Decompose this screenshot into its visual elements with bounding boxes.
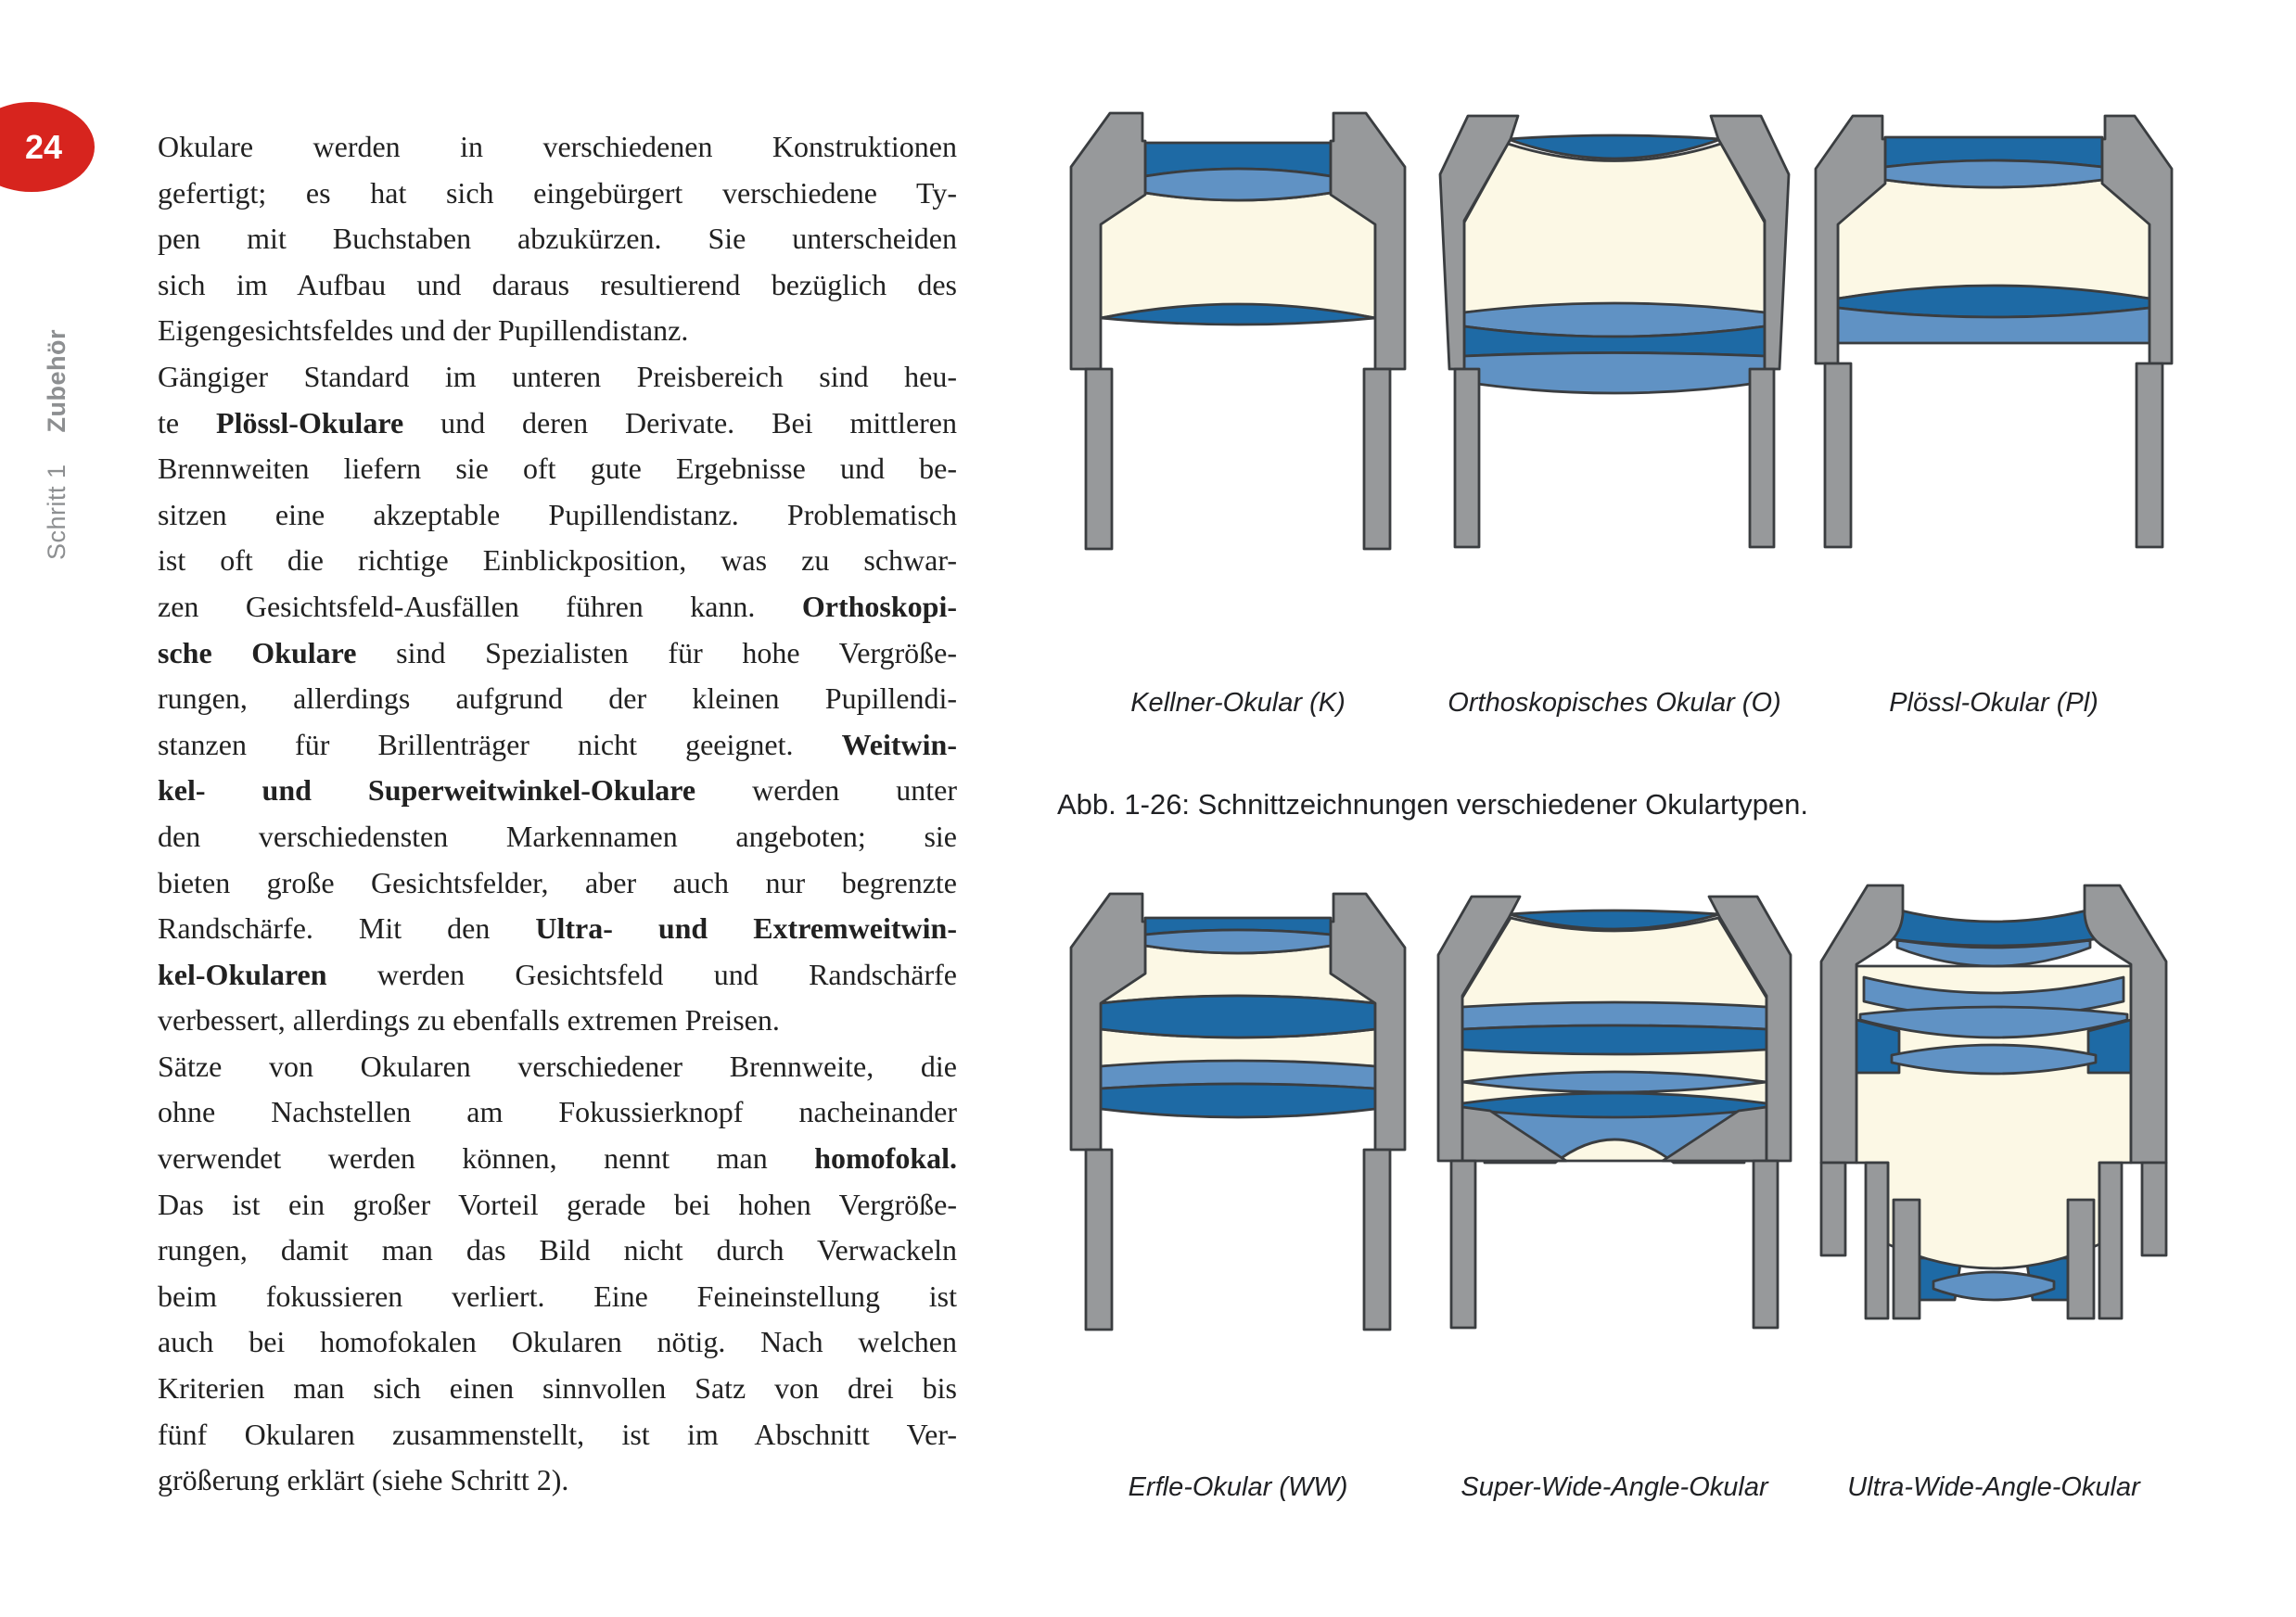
erfle-eye-doublet-light [1145, 930, 1331, 953]
ploessl-diagram [1808, 93, 2179, 668]
chapter-sidebar [43, 329, 71, 560]
kellner-barrel-leg-right [1364, 369, 1390, 549]
sidebar-step-label: Schritt 1 [43, 464, 70, 560]
article-text [158, 124, 957, 1504]
kellner-barrel-leg-left [1086, 369, 1112, 549]
ortho-barrel-leg-left [1455, 369, 1479, 547]
kellner-diagram [1052, 93, 1423, 668]
text-line: bieten große Gesichtsfelder, aber auch nur begrenzte [158, 865, 957, 899]
sidebar-section-label: Zubehör [43, 328, 70, 433]
ultra-wide-angle-diagram [1808, 873, 2179, 1448]
text-line: den verschiedensten Markennamen angeboten; sie [158, 819, 957, 853]
text-line: auch bei homofokalen Okularen nötig. Nach welchen [158, 1325, 957, 1359]
figure-label-erfle: Erfle-Okular (WW) [1128, 1472, 1348, 1502]
uwa-barrel-wall-left [1894, 1200, 1920, 1318]
ortho-barrel-leg-right [1750, 369, 1774, 547]
text-line: sche Okulare sind Spezialisten für hohe Vergröße- [158, 635, 957, 669]
page-number-badge [0, 102, 95, 192]
figure-label-orthoscopic: Orthoskopisches Okular (O) [1448, 688, 1781, 718]
text-line: größerung erklärt (siehe Schritt 2). [158, 1463, 569, 1497]
ortho-interior [1464, 144, 1765, 312]
kellner-interior [1101, 193, 1375, 318]
text-line: Kriterien man sich einen sinnvollen Satz von drei bis [158, 1371, 957, 1406]
figure-label-ploessl: Plössl-Okular (Pl) [1889, 688, 2098, 718]
ploessl-eye-doublet-light [1885, 160, 2102, 187]
figure-label-ultra-wide: Ultra-Wide-Angle-Okular [1847, 1472, 2140, 1502]
text-line: verwendet werden können, nennt man homofokal. [158, 1141, 957, 1176]
page-number: 24 [24, 127, 63, 166]
ortho-triplet-bottom [1464, 353, 1765, 394]
text-line: kel-Okularen werden Gesichtsfeld und Randschärfe [158, 957, 957, 991]
uwa-bottom-doublet-light [1933, 1272, 2054, 1300]
super-wide-angle-diagram [1429, 873, 1800, 1448]
ploessl-barrel-leg-right [2137, 363, 2162, 547]
text-line: Eigengesichtsfeldes und der Pupillendistanz. [158, 313, 689, 348]
figure-label-kellner: Kellner-Okular (K) [1130, 688, 1346, 718]
text-line: te Plössl-Okulare und deren Derivate. Bei mittleren [158, 405, 957, 439]
text-line: rungen, damit man das Bild nicht durch Verwackeln [158, 1233, 957, 1267]
text-line: ohne Nachstellen am Fokussierknopf nacheinander [158, 1095, 957, 1129]
text-line: Das ist ein großer Vorteil gerade bei hohen Vergröße- [158, 1187, 957, 1221]
text-line: verbessert, allerdings zu ebenfalls extremen Preisen. [158, 1003, 780, 1038]
figure-caption: Abb. 1-26: Schnittzeichnungen verschiedener Okulartypen. [1057, 788, 1808, 821]
text-line: Brennweiten liefern sie oft gute Ergebnisse und be- [158, 452, 957, 486]
erfle-barrel-leg-right [1364, 1150, 1390, 1330]
uwa-barrel-wall-right [2068, 1200, 2094, 1318]
erfle-barrel-leg-left [1086, 1150, 1112, 1330]
text-line: ist oft die richtige Einblickposition, was zu schwar- [158, 543, 957, 578]
text-line: sitzen eine akzeptable Pupillendistanz. Problematisch [158, 497, 957, 531]
text-line: pen mit Buchstaben abzukürzen. Sie unterscheiden [158, 222, 957, 256]
uwa-inner-post-left [1866, 1163, 1888, 1318]
text-line: kel- und Superweitwinkel-Okulare werden unter [158, 773, 957, 808]
ploessl-interior [1838, 180, 2149, 299]
text-line: rungen, allerdings aufgrund der kleinen Pupillendi- [158, 681, 957, 716]
swa-barrel-leg-left [1451, 1161, 1475, 1328]
uwa-center-lens [1892, 1045, 2096, 1074]
text-line: stanzen für Brillenträger nicht geeignet. Weitwin- [158, 727, 957, 761]
text-line: Randschärfe. Mit den Ultra- und Extremweitwin- [158, 911, 957, 946]
uwa-outer-post-left [1821, 1163, 1845, 1255]
erfle-field-doublet-dark [1101, 1084, 1375, 1117]
text-line: Gängiger Standard im unteren Preisbereich sind heu- [158, 359, 957, 393]
uwa-outer-post-right [2142, 1163, 2166, 1255]
text-line: sich im Aufbau und daraus resultierend bezüglich des [158, 267, 957, 301]
text-line: beim fokussieren verliert. Eine Feineinstellung ist [158, 1279, 957, 1313]
swa-barrel-leg-right [1754, 1161, 1778, 1328]
text-line: gefertigt; es hat sich eingebürgert verschiedene Ty- [158, 175, 957, 210]
uwa-inner-post-right [2099, 1163, 2122, 1318]
kellner-eye-lens-light [1145, 169, 1331, 200]
text-line: Sätze von Okularen verschiedener Brennweite, die [158, 1049, 957, 1083]
ploessl-barrel-leg-left [1825, 363, 1851, 547]
swa-doublet-dark [1462, 1025, 1767, 1054]
figure-label-super-wide: Super-Wide-Angle-Okular [1461, 1472, 1768, 1502]
text-line: fünf Okularen zusammenstellt, ist im Abschnitt Ver- [158, 1417, 957, 1451]
text-line: Okulare werden in verschiedenen Konstruktionen [158, 130, 957, 163]
orthoscopic-diagram [1429, 93, 1800, 668]
uwa-eye-lens-dark [1886, 907, 2101, 946]
erfle-diagram [1052, 873, 1423, 1448]
text-line: zen Gesichtsfeld-Ausfällen führen kann. Orthoskopi- [158, 589, 957, 623]
erfle-middle-lens [1101, 996, 1375, 1038]
